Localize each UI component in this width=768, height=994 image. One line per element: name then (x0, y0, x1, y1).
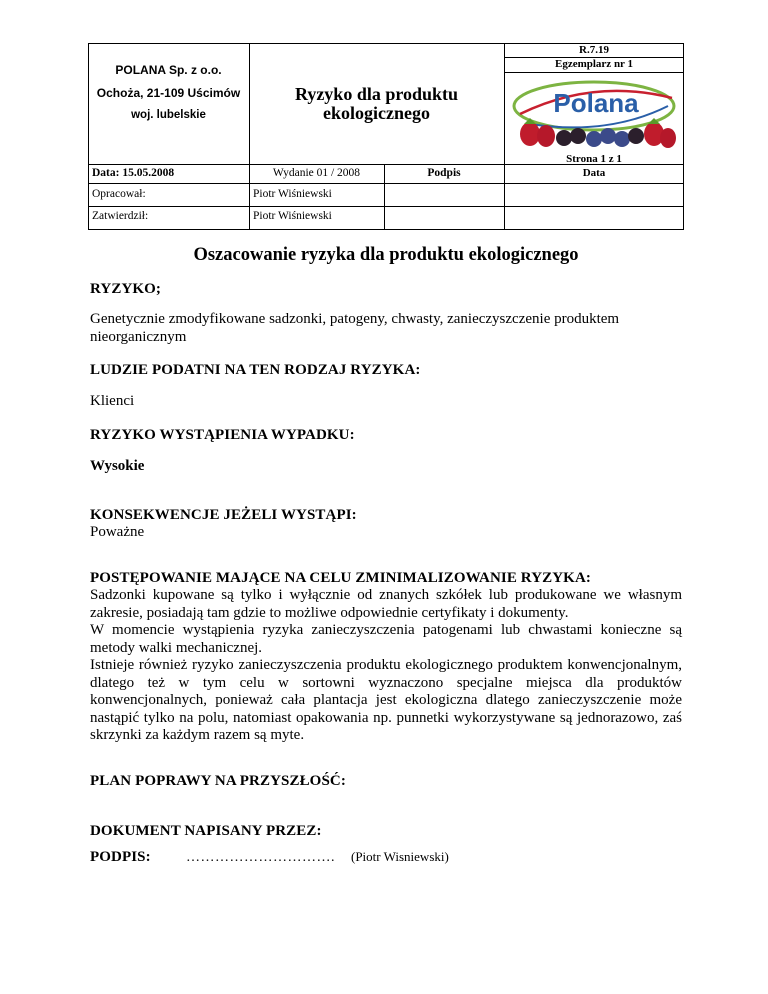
consequences-text: Poważne (90, 524, 145, 540)
doc-code: R.7.19 (579, 44, 609, 56)
people-text: Klienci (90, 393, 135, 409)
procedure-heading: POSTĘPOWANIE MAJĄCE NA CELU ZMINIMALIZOWANIE RYZYKA: (90, 570, 591, 586)
page-number: Strona 1 z 1 (566, 153, 622, 165)
prepared-by-name: Piotr Wiśniewski (253, 188, 332, 200)
company-region: woj. lubelskie (131, 109, 206, 121)
approved-by-label: Zatwierdził: (92, 210, 149, 222)
procedure-paragraph-1: Sadzonki kupowane są tylko i wyłącznie od znanych szkółek lub produkowane we własnym zakresie, posiadają tam gdzie to możliwe odpowiednie certyfikaty i dokumenty. (90, 587, 682, 621)
accident-text: Wysokie (90, 458, 145, 474)
signature-column-label: Podpis (427, 167, 461, 179)
signature-name: (Piotr Wisniewski) (351, 849, 449, 864)
date-column-label: Data (582, 167, 606, 179)
risk-heading: RYZYKO; (90, 281, 162, 297)
edition-label: Wydanie 01 / 2008 (272, 167, 361, 179)
document-title (249, 85, 504, 123)
date-label: Data: 15.05.2008 (92, 167, 175, 179)
company-address: Ochoża, 21-109 Uścimów (96, 86, 241, 100)
author-heading: DOKUMENT NAPISANY PRZEZ: (90, 823, 322, 839)
plan-heading: PLAN POPRAWY NA PRZYSZŁOŚĆ: (90, 773, 346, 789)
risk-text: Genetycznie zmodyfikowane sadzonki, patogeny, chwasty, zanieczyszczenie produktem nieorganicznym (90, 311, 620, 345)
document-title-line2: ekologicznego (323, 103, 430, 123)
procedure-paragraph-3: Istnieje również ryzyko zanieczyszczenia produktu ekologicznego produktem konwencjonalnym, dlatego też w tym celu w sortowni wyznaczono specjalne miejsca dla produktów konwencjonalnych, ponieważ cała plantacja jest ekologiczna dlatego zanieczyszczenie może nastąpić tylko na polu, natomiast opakowania np. punnetki wykorzystywane są jednorazowo, zaś skrzynki za każdym razem są myte. (90, 657, 682, 743)
page-title: Oszacowanie ryzyka dla produktu ekologicznego (193, 245, 579, 265)
company-name: POLANA Sp. z o.o. (115, 63, 222, 77)
consequences-heading: KONSEKWENCJE JEŻELI WYSTĄPI: (90, 507, 357, 523)
prepared-by-label: Opracował: (92, 188, 146, 200)
procedure-paragraph-2: W momencie wystąpienia ryzyka zanieczyszczenia patogenami lub chwastami konieczne są metody walki mechanicznej. (90, 622, 682, 656)
document-title-line1: Ryzyko dla produktu (294, 84, 459, 104)
signature-label: PODPIS: (90, 849, 151, 865)
accident-heading: RYZYKO WYSTĄPIENIA WYPADKU: (90, 427, 355, 443)
polana-logo (508, 76, 680, 152)
signature-dots: …………………………. (186, 850, 335, 865)
approved-by-name: Piotr Wiśniewski (253, 210, 332, 222)
copy-number: Egzemplarz nr 1 (554, 58, 633, 70)
logo-text: Polana (553, 88, 639, 118)
people-heading: LUDZIE PODATNI NA TEN RODZAJ RYZYKA: (90, 362, 421, 378)
